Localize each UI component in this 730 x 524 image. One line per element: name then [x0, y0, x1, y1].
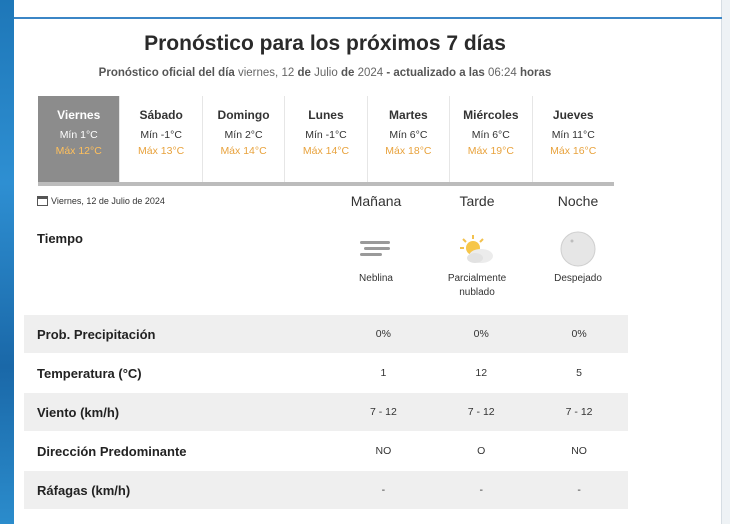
weather-morning-label: Neblina: [359, 273, 393, 284]
row-value: O: [477, 445, 486, 457]
row-label: Viento (km/h): [37, 404, 120, 420]
period-morning: Mañana: [350, 193, 402, 209]
day-max: Máx 16°C: [550, 145, 597, 157]
day-min: Mín 6°C: [471, 129, 510, 141]
day-tab-jueves[interactable]: [533, 96, 614, 182]
row-temperature: [24, 354, 628, 392]
partly-cloudy-icon: [432, 229, 522, 269]
weather-afternoon: [432, 229, 522, 300]
row-label: Dirección Predominante: [37, 443, 187, 459]
forecast-subtitle: Pronóstico oficial del día viernes, 12 de Julio de 2024 - actualizado a las 06:24 horas: [98, 67, 552, 79]
weather-night-label: Despejado: [554, 273, 602, 284]
selected-date-text: Viernes, 12 de Julio de 2024: [51, 196, 165, 206]
row-label: Temperatura (°C): [37, 365, 142, 381]
day-max: Máx 13°C: [138, 145, 185, 157]
weather-morning: [331, 229, 421, 286]
moon-icon: [533, 229, 623, 269]
day-max: Máx 12°C: [55, 145, 102, 157]
top-divider: [14, 17, 722, 19]
day-tab-martes[interactable]: [368, 96, 450, 182]
row-value: NO: [375, 445, 392, 457]
day-min: Mín 6°C: [389, 129, 428, 141]
day-tab-miercoles[interactable]: [450, 96, 532, 182]
day-tab-domingo[interactable]: [203, 96, 285, 182]
day-name: Lunes: [308, 108, 344, 122]
calendar-icon: [37, 196, 48, 206]
row-value: 0%: [473, 328, 489, 340]
day-name: Domingo: [217, 108, 270, 122]
row-wind: [24, 393, 628, 431]
day-name: Miércoles: [463, 108, 519, 122]
day-min: Mín -1°C: [140, 129, 182, 141]
day-tab-viernes[interactable]: [38, 96, 120, 182]
right-edge-scrollbar[interactable]: [721, 0, 730, 524]
tiempo-label: Tiempo: [37, 231, 83, 246]
row-value: 7 - 12: [369, 406, 397, 418]
weather-night: [533, 229, 623, 286]
day-max: Máx 19°C: [467, 145, 514, 157]
row-value: -: [381, 484, 386, 496]
day-name: Martes: [389, 108, 428, 122]
weather-afternoon-label: Parcialmente nublado: [447, 273, 507, 298]
fog-icon: [331, 229, 421, 269]
day-min: Mín -1°C: [305, 129, 347, 141]
day-min: Mín 11°C: [551, 129, 595, 141]
row-value: NO: [571, 445, 587, 457]
row-wind-direction: [24, 432, 628, 470]
row-value: 7 - 12: [565, 406, 593, 418]
day-name: Jueves: [552, 108, 594, 122]
row-value: -: [577, 484, 581, 496]
row-value: 5: [576, 367, 582, 379]
row-value: 7 - 12: [467, 406, 495, 418]
row-value: -: [479, 484, 483, 496]
row-gusts: [24, 471, 628, 509]
row-value: 12: [475, 367, 488, 379]
row-label: Ráfagas (km/h): [37, 482, 131, 498]
day-tab-lunes[interactable]: [285, 96, 367, 182]
row-value: 0%: [375, 328, 391, 340]
row-precipitation: [24, 315, 628, 353]
day-name: Sábado: [139, 108, 183, 122]
day-tabs: [38, 96, 614, 186]
day-name: Viernes: [57, 108, 101, 122]
day-max: Máx 18°C: [385, 145, 432, 157]
day-max: Máx 14°C: [220, 145, 267, 157]
period-afternoon: Tarde: [459, 193, 495, 209]
page-title: Pronóstico para los próximos 7 días: [144, 32, 506, 55]
day-tab-sabado[interactable]: [120, 96, 202, 182]
selected-date: [37, 196, 165, 206]
row-label: Prob. Precipitación: [37, 326, 156, 342]
row-value: 1: [380, 367, 387, 379]
day-min: Mín 2°C: [224, 129, 263, 141]
row-value: 0%: [571, 328, 587, 340]
period-night: Noche: [557, 193, 599, 209]
day-min: Mín 1°C: [59, 129, 98, 141]
day-max: Máx 14°C: [302, 145, 350, 157]
